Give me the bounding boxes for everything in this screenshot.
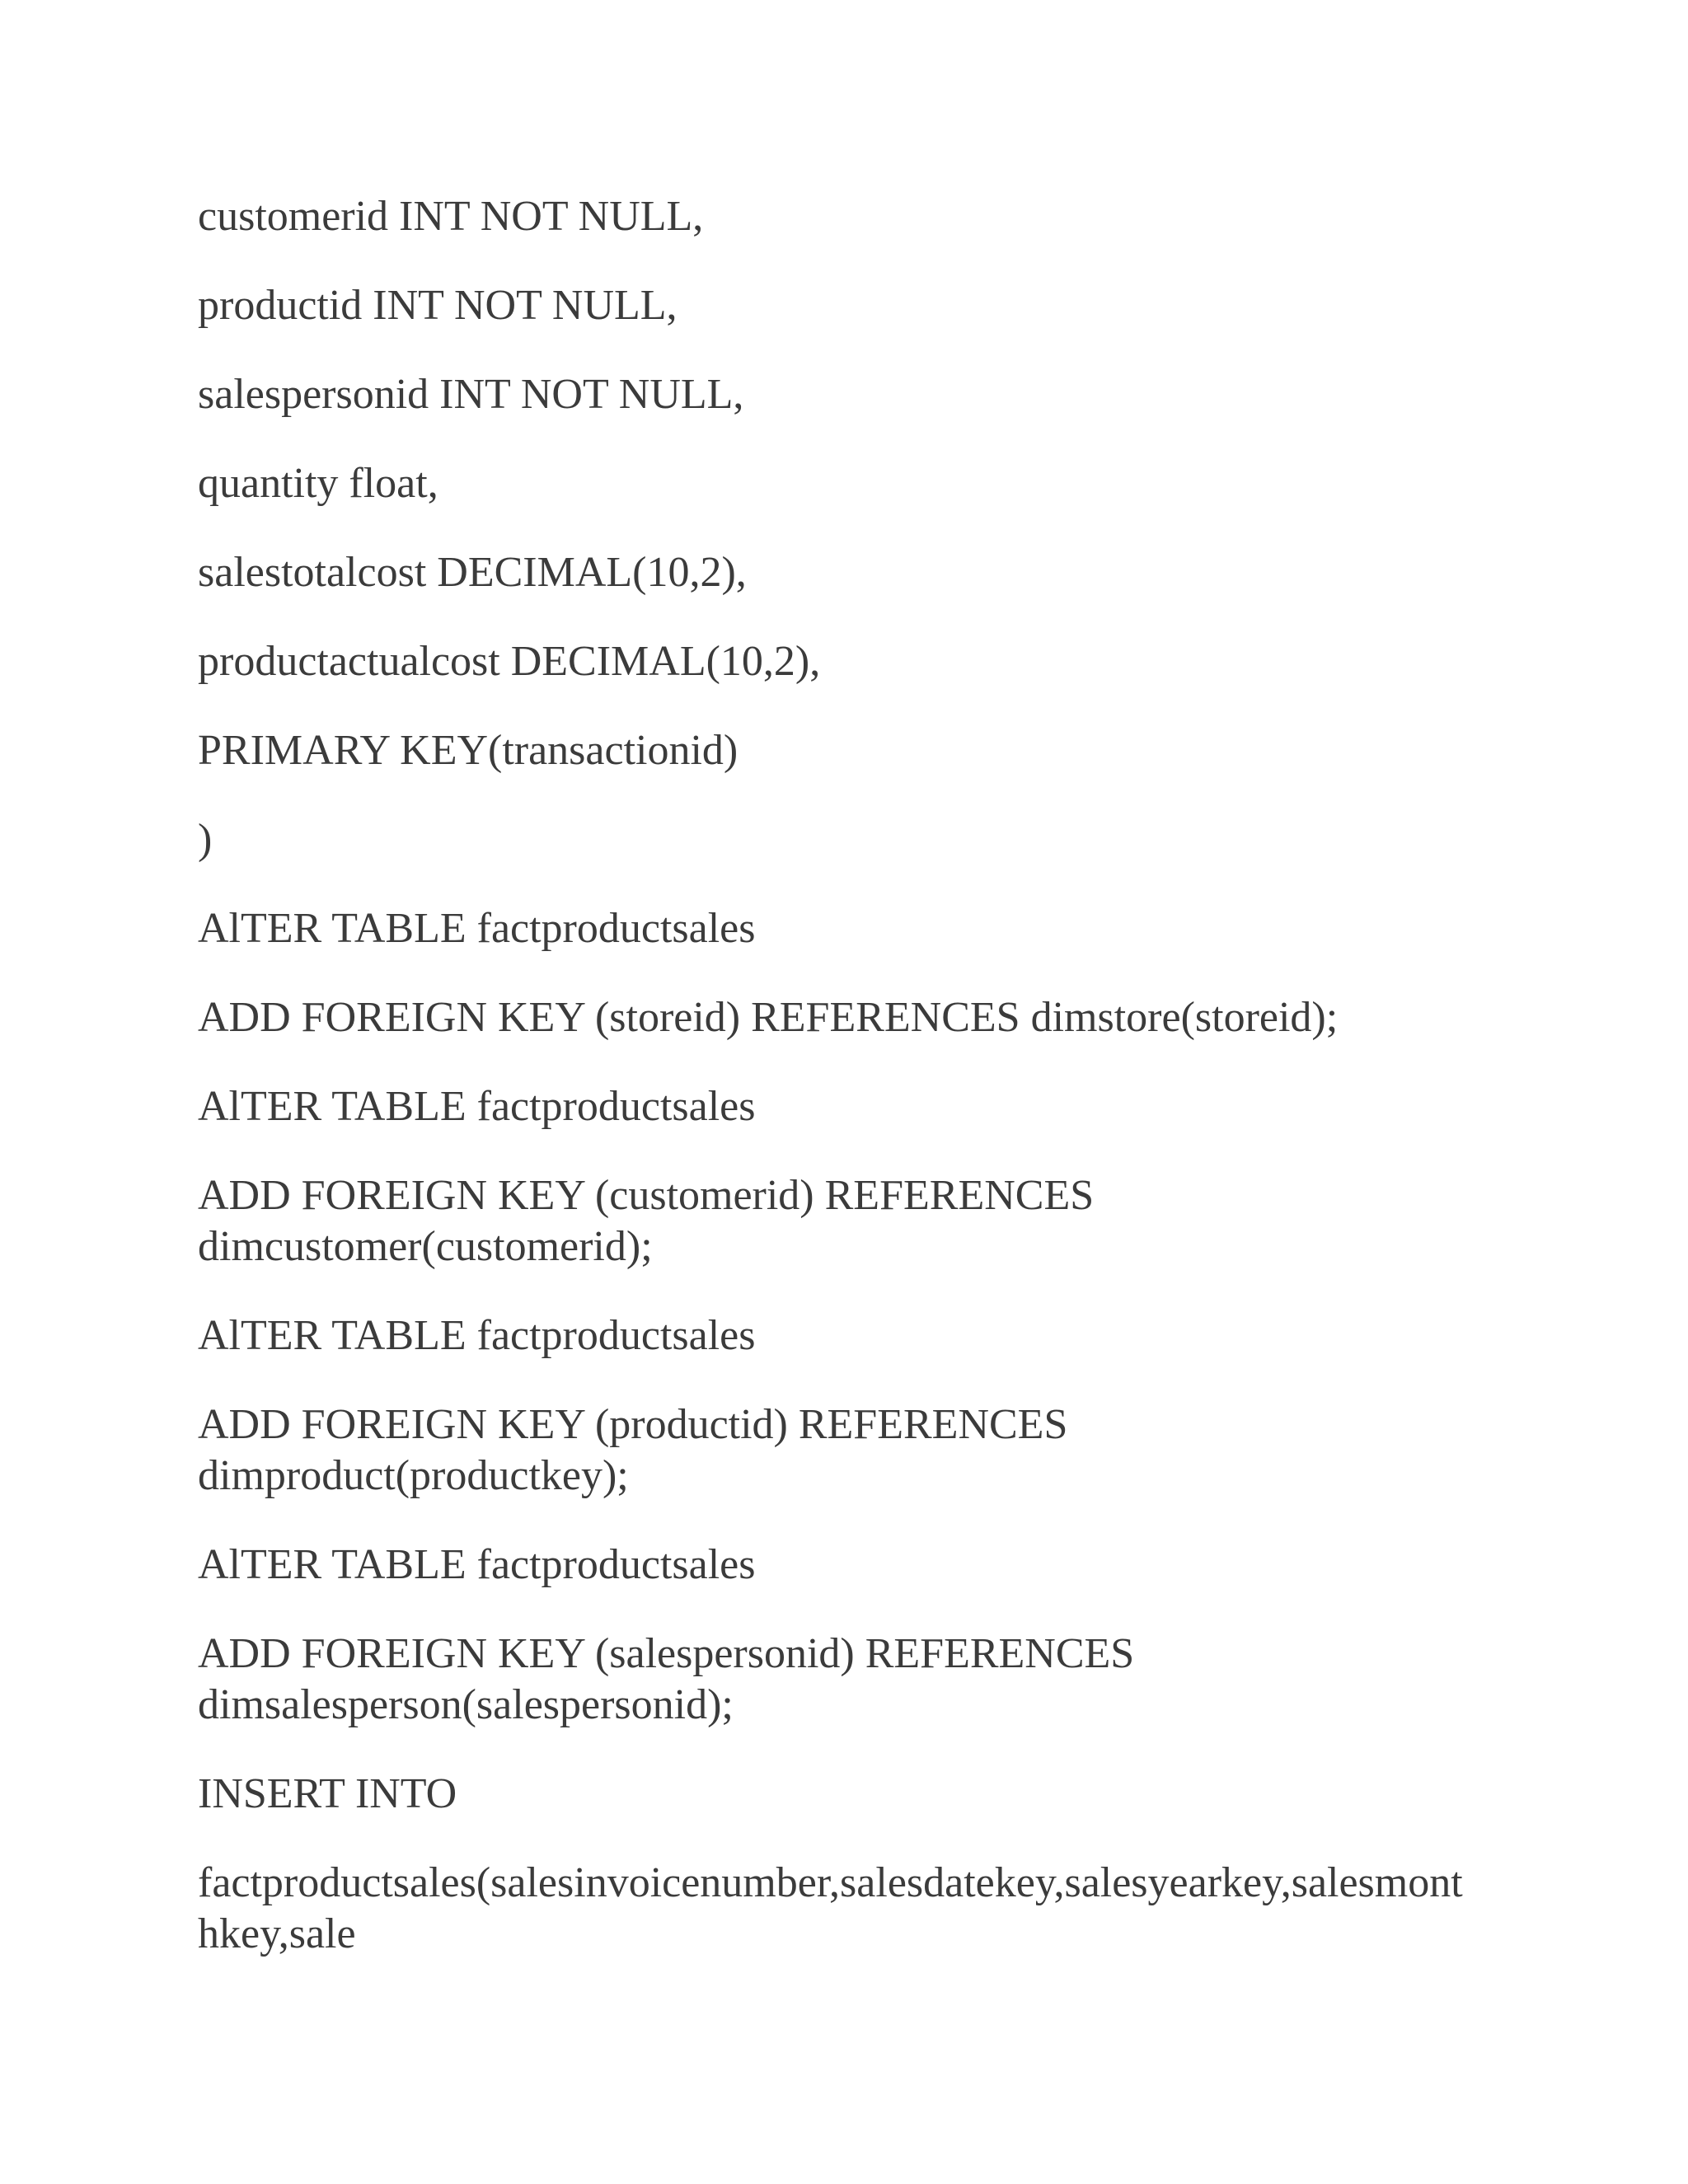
- sql-line-alter-table-3: AlTER TABLE factproductsales: [198, 1312, 756, 1359]
- sql-line-insert-into: INSERT INTO: [198, 1770, 457, 1817]
- sql-line-fk-customerid: ADD FOREIGN KEY (customerid) REFERENCES dimcustomer(customerid);: [198, 1172, 1095, 1270]
- sql-line-close-paren: ): [198, 816, 213, 863]
- sql-line-fk-storeid: ADD FOREIGN KEY (storeid) REFERENCES dimstore(storeid);: [198, 994, 1339, 1041]
- sql-line-salestotalcost: salestotalcost DECIMAL(10,2),: [198, 549, 747, 596]
- sql-line-alter-table-1: AlTER TABLE factproductsales: [198, 905, 756, 952]
- sql-line-insert-columns: factproductsales(salesinvoicenumber,salesdatekey,salesyearkey,salesmonthkey,sale: [198, 1859, 1463, 1957]
- sql-line-fk-salespersonid: ADD FOREIGN KEY (salespersonid) REFERENCES dimsalesperson(salespersonid);: [198, 1630, 1135, 1728]
- sql-line-quantity: quantity float,: [198, 460, 438, 507]
- sql-line-fk-productid: ADD FOREIGN KEY (productid) REFERENCES dimproduct(productkey);: [198, 1401, 1068, 1499]
- sql-line-salespersonid: salespersonid INT NOT NULL,: [198, 371, 744, 418]
- sql-line-alter-table-2: AlTER TABLE factproductsales: [198, 1083, 756, 1130]
- sql-line-alter-table-4: AlTER TABLE factproductsales: [198, 1541, 756, 1588]
- sql-line-productactualcost: productactualcost DECIMAL(10,2),: [198, 638, 821, 685]
- sql-line-productid: productid INT NOT NULL,: [198, 282, 678, 329]
- sql-line-primary-key: PRIMARY KEY(transactionid): [198, 727, 738, 774]
- sql-line-customerid: customerid INT NOT NULL,: [198, 193, 704, 240]
- sql-script-body: [198, 191, 1484, 1998]
